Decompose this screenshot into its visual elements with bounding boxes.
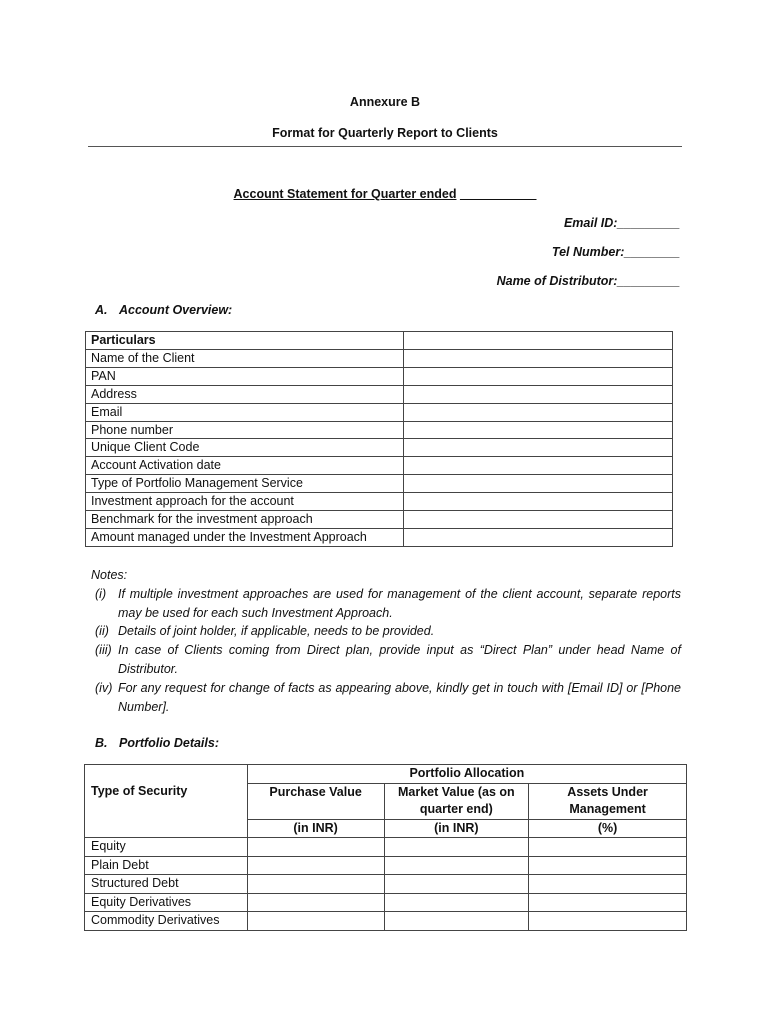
type-of-security-header: Type of Security	[85, 783, 248, 838]
overview-label: Unique Client Code	[86, 439, 404, 457]
overview-row	[86, 475, 673, 493]
overview-row	[86, 511, 673, 529]
overview-value-cell	[404, 349, 673, 367]
overview-value-cell	[404, 439, 673, 457]
overview-row	[86, 349, 673, 367]
section-a-heading	[95, 303, 232, 317]
portfolio-value-cell	[384, 893, 529, 912]
distributor-name-field: Name of Distributor:_________	[496, 274, 680, 288]
security-type-label: Structured Debt	[85, 875, 248, 894]
overview-label: Address	[86, 385, 404, 403]
portfolio-value-cell	[529, 912, 687, 931]
note-text: For any request for change of facts as appearing above, kindly get in touch with [Email ID] or [Phone Number].	[118, 680, 681, 714]
overview-label: Email	[86, 403, 404, 421]
overview-value-cell	[404, 332, 673, 350]
section-b-title: Portfolio Details:	[118, 736, 219, 750]
portfolio-value-cell	[247, 893, 384, 912]
portfolio-value-cell	[384, 838, 529, 857]
portfolio-value-cell	[529, 838, 687, 857]
portfolio-row	[85, 838, 687, 857]
email-id-field: Email ID:_________	[563, 216, 680, 230]
note-number: (i)	[95, 586, 107, 601]
security-type-label: Commodity Derivatives	[85, 912, 248, 931]
section-a-title: Account Overview:	[118, 303, 233, 317]
purchase-value-header: Purchase Value	[247, 783, 384, 819]
overview-value-cell	[404, 367, 673, 385]
account-overview-table	[85, 331, 673, 547]
portfolio-value-cell	[529, 856, 687, 875]
note-item	[91, 622, 681, 641]
section-b-heading	[95, 736, 219, 750]
overview-row	[86, 457, 673, 475]
section-b-marker: B.	[95, 736, 108, 750]
note-text: If multiple investment approaches are used for management of the client account, separate reports may be used for each such Investment Approach.	[118, 586, 681, 620]
notes-section	[91, 566, 681, 716]
note-item	[91, 641, 681, 679]
security-type-label: Equity Derivatives	[85, 893, 248, 912]
portfolio-value-cell	[384, 856, 529, 875]
portfolio-value-cell	[529, 893, 687, 912]
overview-value-cell	[404, 528, 673, 546]
portfolio-details-table	[84, 764, 687, 931]
portfolio-row	[85, 893, 687, 912]
portfolio-value-cell	[247, 838, 384, 857]
market-value-unit: (in INR)	[384, 819, 529, 838]
aum-header: Assets Under Management	[529, 783, 687, 819]
overview-value-cell	[404, 511, 673, 529]
note-item	[91, 679, 681, 717]
overview-row	[86, 493, 673, 511]
tel-number-field: Tel Number:________	[551, 245, 680, 259]
overview-label: Investment approach for the account	[86, 493, 404, 511]
overview-label: Amount managed under the Investment Approach	[86, 528, 404, 546]
aum-unit: (%)	[529, 819, 687, 838]
overview-label: Account Activation date	[86, 457, 404, 475]
note-number: (ii)	[95, 624, 109, 639]
notes-title: Notes:	[91, 568, 128, 582]
overview-label: Phone number	[86, 421, 404, 439]
portfolio-row	[85, 875, 687, 894]
overview-label: Name of the Client	[86, 349, 404, 367]
overview-row	[86, 385, 673, 403]
overview-value-cell	[404, 385, 673, 403]
portfolio-value-cell	[247, 875, 384, 894]
note-text: Details of joint holder, if applicable, needs to be provided.	[118, 624, 435, 639]
statement-quarter-blank: ___________	[459, 187, 537, 201]
statement-title: Account Statement for Quarter ended	[233, 187, 457, 201]
portfolio-value-cell	[384, 875, 529, 894]
overview-label: Type of Portfolio Management Service	[86, 475, 404, 493]
note-text: In case of Clients coming from Direct plan, provide input as “Direct Plan” under head Name of Distributor.	[118, 643, 681, 676]
overview-value-cell	[404, 457, 673, 475]
portfolio-value-cell	[384, 912, 529, 931]
page-title: Format for Quarterly Report to Clients	[272, 126, 498, 140]
portfolio-allocation-header: Portfolio Allocation	[247, 765, 686, 784]
overview-label: PAN	[86, 367, 404, 385]
portfolio-row	[85, 856, 687, 875]
annexure-title: Annexure B	[349, 95, 421, 109]
overview-row	[86, 528, 673, 546]
security-type-label: Equity	[85, 838, 248, 857]
note-number: (iii)	[95, 643, 112, 658]
purchase-value-unit: (in INR)	[247, 819, 384, 838]
note-item	[91, 585, 681, 623]
overview-label: Benchmark for the investment approach	[86, 511, 404, 529]
statement-heading	[0, 187, 770, 201]
overview-row	[86, 421, 673, 439]
overview-value-cell	[404, 493, 673, 511]
overview-header-particulars: Particulars	[86, 332, 404, 350]
overview-row	[86, 439, 673, 457]
overview-row	[86, 403, 673, 421]
title-divider	[88, 146, 682, 147]
overview-row	[86, 332, 673, 350]
note-number: (iv)	[95, 680, 113, 695]
portfolio-value-cell	[247, 856, 384, 875]
portfolio-value-cell	[247, 912, 384, 931]
overview-value-cell	[404, 475, 673, 493]
overview-row	[86, 367, 673, 385]
section-a-marker: A.	[95, 303, 108, 317]
portfolio-row	[85, 912, 687, 931]
portfolio-value-cell	[529, 875, 687, 894]
security-type-label: Plain Debt	[85, 856, 248, 875]
overview-value-cell	[404, 421, 673, 439]
overview-value-cell	[404, 403, 673, 421]
market-value-header: Market Value (as on quarter end)	[384, 783, 529, 819]
